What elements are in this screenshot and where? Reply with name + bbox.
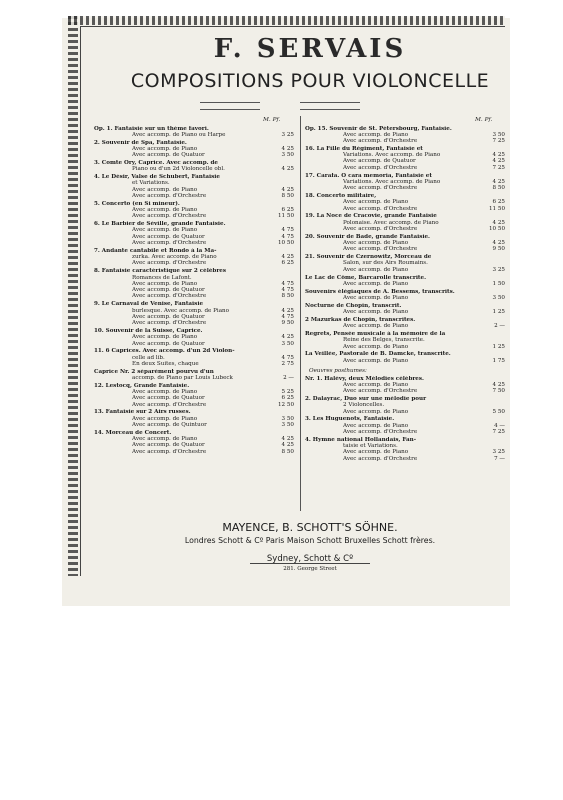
entry-title: 3. Les Huguenots, Fantaisie. xyxy=(305,416,395,423)
entry-price: 3 50 xyxy=(281,340,294,347)
catalog-entry xyxy=(305,309,505,315)
catalog-entry xyxy=(94,132,294,138)
entry-title: 14. Morceau de Concert. xyxy=(94,429,172,436)
inner-rule-top xyxy=(80,26,505,27)
entry-price: 4 25 xyxy=(281,145,294,152)
entry-price: 3 25 xyxy=(281,131,294,138)
entry-title: 4. Le Désir, Valse de Schubert, Fantaisie xyxy=(94,174,220,181)
entry-price: 4 75 xyxy=(281,354,294,361)
entry-title: Avec accomp. de Piano xyxy=(343,343,409,350)
entry-title: Polonaise. Avec accomp. de Piano xyxy=(343,219,439,226)
entry-title: Avec accomp. de Piano xyxy=(343,422,409,429)
entry-title: Avec accomp. de Piano xyxy=(343,323,409,330)
catalog-entry xyxy=(305,323,505,329)
entry-price: 4 — xyxy=(494,422,505,429)
catalog-entry xyxy=(305,206,505,212)
publisher-name: MAYENCE, B. SCHOTT'S SÖHNE. xyxy=(222,521,398,534)
entry-title: Caprice Nr. 2 séparément pourvu d'un xyxy=(94,368,214,375)
entry-title: 2 Mazurkas de Chopin, transcrites. xyxy=(305,316,416,323)
catalog-entry xyxy=(94,402,294,408)
publisher-address: 281. George Street xyxy=(283,566,337,572)
entry-price: 8 50 xyxy=(492,185,505,192)
entry-price: 4 25 xyxy=(281,307,294,314)
catalog-entry xyxy=(94,193,294,199)
entry-price: 9 50 xyxy=(492,246,505,253)
entry-title: Avec accomp. de Piano xyxy=(132,280,198,287)
entry-title: 17. Carafa. O cara memoria, Fantaisie et xyxy=(305,172,432,179)
entry-title: Le Lac de Côme, Barcarolle transcrite. xyxy=(305,274,427,281)
entry-title: 5. Concerto (en Si mineur). xyxy=(94,200,180,207)
entry-title: Op. 15. Souvenir de St. Pétersbourg, Fantaisie. xyxy=(305,125,452,132)
catalog-entry xyxy=(305,456,505,462)
entry-title: 2 Violoncelles. xyxy=(343,402,385,409)
entry-price: 6 25 xyxy=(492,199,505,206)
column-divider xyxy=(300,116,301,511)
entry-title: zurka. Avec accomp. de Piano xyxy=(132,254,217,261)
catalog-entry xyxy=(305,295,505,301)
entry-price xyxy=(483,368,505,374)
entry-title: Avec accomp. d'Orchestre xyxy=(132,320,207,327)
entry-title: 19. La Noce de Cracovie, grande Fantaisie xyxy=(305,213,437,220)
entry-title: Avec accomp. d'Orchestre xyxy=(343,225,418,232)
entry-title: Nr. 1. Halévy, deux Mélodies célèbres. xyxy=(305,375,424,382)
entry-price: 4 25 xyxy=(281,186,294,193)
entry-title: 12. Lestocq, Grande Fantaisie. xyxy=(94,382,190,389)
catalog-entry xyxy=(94,361,294,367)
entry-title: Salon, sur des Airs Roumains. xyxy=(343,260,428,267)
entry-title: 7. Andante cantabile et Rondo à la Ma- xyxy=(94,247,217,254)
entry-title: Avec accomp. de Piano xyxy=(132,389,198,396)
catalog-entry xyxy=(94,375,294,381)
entry-title: Souvenirs élégiaques de A. Bessems, transcrits. xyxy=(305,288,455,295)
entry-title: Avec accomp. de Quatuor xyxy=(132,395,205,402)
entry-title: Avec accomp. de Piano ou Harpe xyxy=(132,131,226,138)
entry-price: 2 — xyxy=(494,323,505,330)
entry-title: Avec accomp. de Quatuor xyxy=(132,233,205,240)
catalog-entry xyxy=(94,422,294,428)
catalog-entry xyxy=(94,240,294,246)
entry-title: Avec accomp. de Piano xyxy=(343,357,409,364)
catalog-entry xyxy=(94,320,294,326)
entry-title: Avec accomp. de Quatuor xyxy=(132,152,205,159)
entry-price: 6 25 xyxy=(281,395,294,402)
entry-title: 10. Souvenir de la Suisse, Caprice. xyxy=(94,327,203,334)
entry-title: Avec accomp. de Quatuor xyxy=(343,158,416,165)
entry-title: Oeuvres posthumes: xyxy=(309,367,367,374)
entry-price: 4 25 xyxy=(492,219,505,226)
entry-title: Avec accomp. d'Orchestre xyxy=(343,388,418,395)
catalog-entry xyxy=(94,166,294,172)
entry-title: Avec accomp. d'Orchestre xyxy=(132,260,207,267)
catalog-entry xyxy=(94,449,294,455)
entry-title: Avec accomp. de Piano xyxy=(343,240,409,247)
entry-price: 4 25 xyxy=(281,442,294,449)
ornamental-border-top xyxy=(68,16,505,25)
entry-title: Avec accomp. d'Orchestre xyxy=(132,213,207,220)
catalog-entry xyxy=(305,138,505,144)
entry-price: 11 50 xyxy=(488,205,505,212)
entry-title: 11. 6 Caprices. Avec accomp. d'un 2d Violon- xyxy=(94,348,235,355)
entry-price: 10 50 xyxy=(277,240,294,247)
entry-price: 4 25 xyxy=(281,436,294,443)
catalog-entry xyxy=(305,281,505,287)
entry-title: burlesque. Avec accomp. de Piano xyxy=(132,307,230,314)
entry-title: Piano ou d'un 2d Violoncelle obl. xyxy=(132,166,225,173)
entry-title: Avec accomp. d'Orchestre xyxy=(132,240,207,247)
entry-title: Avec accomp. d'Orchestre xyxy=(343,205,418,212)
ornamental-border-left xyxy=(68,16,78,576)
entry-title: Avec accomp. d'Orchestre xyxy=(343,429,418,436)
catalog-entry xyxy=(305,344,505,350)
catalog-entry xyxy=(94,341,294,347)
catalog-entry xyxy=(94,260,294,266)
entry-title: Avec accomp. de Piano xyxy=(132,334,198,341)
entry-title: Avec accomp. de Piano xyxy=(343,449,409,456)
entry-title: En deux Suites, chaque xyxy=(132,360,199,367)
ornament-right xyxy=(300,102,360,110)
entry-price: 4 25 xyxy=(281,166,294,173)
entry-title: Avec accomp. d'Orchestre xyxy=(343,246,418,253)
entry-title: La Veillée, Pastorale de B. Damcke, transcrite. xyxy=(305,351,451,358)
catalog-entry xyxy=(305,165,505,171)
entry-title: Avec accomp. d'Orchestre xyxy=(343,185,418,192)
publisher-branches: Londres Schott & Cº Paris Maison Schott Bruxelles Schott frères. xyxy=(184,536,436,545)
entry-title: Avec accomp. de Piano xyxy=(343,199,409,206)
entry-price: 3 50 xyxy=(281,152,294,159)
entry-price: 8 50 xyxy=(281,448,294,455)
entry-title: 13. Fantaisie sur 2 Airs russes. xyxy=(94,409,191,416)
entry-title: 16. La Fille du Régiment, Fantaisie et xyxy=(305,145,423,152)
entry-price: 2 — xyxy=(283,374,294,381)
entry-price: 4 75 xyxy=(281,227,294,234)
entry-price: 3 50 xyxy=(281,415,294,422)
entry-price: 11 50 xyxy=(277,213,294,220)
entry-title: Avec accomp. de Quatuor xyxy=(132,287,205,294)
entry-title: Avec accomp. de Piano xyxy=(132,436,198,443)
entry-price: 3 25 xyxy=(492,449,505,456)
entry-title: Avec accomp. de Piano xyxy=(343,381,409,388)
entry-price: 7 25 xyxy=(492,138,505,145)
entry-title: 6. Le Barbier de Séville, grande Fantaisie. xyxy=(94,221,226,228)
entry-price: 4 25 xyxy=(492,158,505,165)
catalog-entry xyxy=(305,358,505,364)
entry-price: 5 50 xyxy=(492,408,505,415)
entry-price: 1 25 xyxy=(492,343,505,350)
left-catalog-column xyxy=(94,124,294,455)
entry-price: 1 75 xyxy=(492,357,505,364)
entry-title: 2. Souvenir de Spa, Fantaisie. xyxy=(94,139,187,146)
entry-price: 7 50 xyxy=(492,388,505,395)
ornament-left xyxy=(200,102,260,110)
entry-title: Avec accomp. de Quatuor xyxy=(132,313,205,320)
entry-title: 21. Souvenir de Czernowitz, Morceau de xyxy=(305,254,432,261)
entry-title: Avec accomp. d'Orchestre xyxy=(132,448,207,455)
entry-price: 4 25 xyxy=(281,254,294,261)
entry-price: 4 25 xyxy=(492,152,505,159)
entry-price: 12 50 xyxy=(277,401,294,408)
price-header-left: M. Pf. xyxy=(263,117,281,123)
entry-title: Avec accomp. de Piano xyxy=(132,207,198,214)
entry-price: 7 25 xyxy=(492,429,505,436)
entry-title: Avec accomp. de Quintuor xyxy=(132,422,207,429)
entry-title: Avec accomp. d'Orchestre xyxy=(132,192,207,199)
composer-title: F. SERVAIS xyxy=(213,34,407,64)
catalog-entry xyxy=(94,152,294,158)
entry-title: Avec accomp. de Piano xyxy=(132,227,198,234)
entry-price: 4 25 xyxy=(281,334,294,341)
entry-price: 7 25 xyxy=(492,164,505,171)
entry-title: Avec accomp. d'Orchestre xyxy=(343,455,418,462)
entry-price: 3 50 xyxy=(492,294,505,301)
entry-title: Avec accomp. d'Orchestre xyxy=(132,293,207,300)
entry-title: 3. Comte Ory, Caprice. Avec accomp. de xyxy=(94,159,218,166)
entry-price: 3 50 xyxy=(492,131,505,138)
entry-price: 10 50 xyxy=(488,225,505,232)
entry-title: Regrets, Pensée musicale à la mémoire de la xyxy=(305,330,446,337)
entry-title: Avec accomp. de Quatuor xyxy=(132,442,205,449)
catalog-entry xyxy=(94,293,294,299)
entry-price: 5 25 xyxy=(281,389,294,396)
entry-title: 8. Fantaisie caractéristique sur 2 célèbres xyxy=(94,268,226,275)
entry-price: 8 50 xyxy=(281,192,294,199)
entry-price: 4 75 xyxy=(281,313,294,320)
entry-title: Avec accomp. de Piano xyxy=(343,408,409,415)
entry-title: Avec accomp. de Piano xyxy=(343,266,409,273)
entry-title: Avec accomp. de Piano xyxy=(343,131,409,138)
page-subtitle: COMPOSITIONS POUR VIOLONCELLE xyxy=(130,70,490,92)
entry-title: Avec accomp. d'Orchestre xyxy=(343,164,418,171)
entry-title: Avec accomp. de Piano xyxy=(343,294,409,301)
entry-title: Romances de Lafont. xyxy=(132,274,192,281)
entry-title: et Variations. xyxy=(132,180,170,187)
publisher-sydney: Sydney, Schott & Cº xyxy=(266,554,354,564)
entry-price: 4 25 xyxy=(492,240,505,247)
right-catalog-column xyxy=(305,124,505,462)
entry-title: taisie et Variations. xyxy=(343,443,398,450)
entry-title: 9. Le Carnaval de Venise, Fantaisie xyxy=(94,301,204,308)
entry-title: 2. Dalayrac, Duo sur une mélodie pour xyxy=(305,396,427,403)
catalog-entry xyxy=(305,246,505,252)
entry-price: 3 50 xyxy=(281,422,294,429)
entry-price: 8 50 xyxy=(281,293,294,300)
catalog-entry xyxy=(305,226,505,232)
catalog-entry xyxy=(305,368,505,374)
entry-price: 3 25 xyxy=(492,266,505,273)
entry-price: 7 — xyxy=(494,455,505,462)
entry-price: 4 75 xyxy=(281,287,294,294)
entry-title: Avec accomp. de Piano xyxy=(132,415,198,422)
catalog-entry xyxy=(305,388,505,394)
entry-title: 4. Hymne national Hollandais, Fan- xyxy=(305,436,417,443)
entry-price: 9 50 xyxy=(281,320,294,327)
entry-price: 1 25 xyxy=(492,309,505,316)
entry-price: 2 75 xyxy=(281,360,294,367)
entry-price: 4 25 xyxy=(492,178,505,185)
entry-title: Avec accomp. de Piano xyxy=(132,186,198,193)
entry-title: Nocturne de Chopin, transcrit. xyxy=(305,302,402,309)
entry-title: Avec accomp. de Quatuor xyxy=(132,340,205,347)
price-header-right: M. Pf. xyxy=(475,117,493,123)
entry-title: Avec accomp. de Piano xyxy=(343,309,409,316)
catalog-entry xyxy=(305,409,505,415)
entry-title: celle ad lib. xyxy=(132,354,165,361)
entry-title: 20. Souvenir de Bade, grande Fantaisie. xyxy=(305,233,430,240)
entry-price: 6 25 xyxy=(281,260,294,267)
entry-title: Op. 1. Fantaisie sur un thème favori. xyxy=(94,125,209,132)
catalog-entry xyxy=(305,267,505,273)
entry-title: Avec accomp. de Piano xyxy=(343,280,409,287)
entry-title: Variations. Avec accomp. de Piano xyxy=(343,178,441,185)
entry-title: accomp. de Piano par Louis Lubeck xyxy=(132,374,233,381)
entry-title: Avec accomp. de Piano xyxy=(132,145,198,152)
entry-title: Variations. Avec accomp. de Piano xyxy=(343,152,441,159)
entry-price: 4 75 xyxy=(281,280,294,287)
catalog-entry xyxy=(94,213,294,219)
entry-title: Avec accomp. d'Orchestre xyxy=(343,138,418,145)
entry-price: 4 75 xyxy=(281,233,294,240)
entry-title: Reine des Belges, transcrite. xyxy=(343,337,425,344)
entry-title: 18. Concerto militaire, xyxy=(305,192,377,199)
catalog-entry xyxy=(305,429,505,435)
entry-price: 1 50 xyxy=(492,280,505,287)
catalog-entry xyxy=(305,185,505,191)
entry-price: 6 25 xyxy=(281,207,294,214)
entry-title: Avec accomp. d'Orchestre xyxy=(132,401,207,408)
entry-price: 4 25 xyxy=(492,381,505,388)
inner-rule-left xyxy=(80,26,81,576)
